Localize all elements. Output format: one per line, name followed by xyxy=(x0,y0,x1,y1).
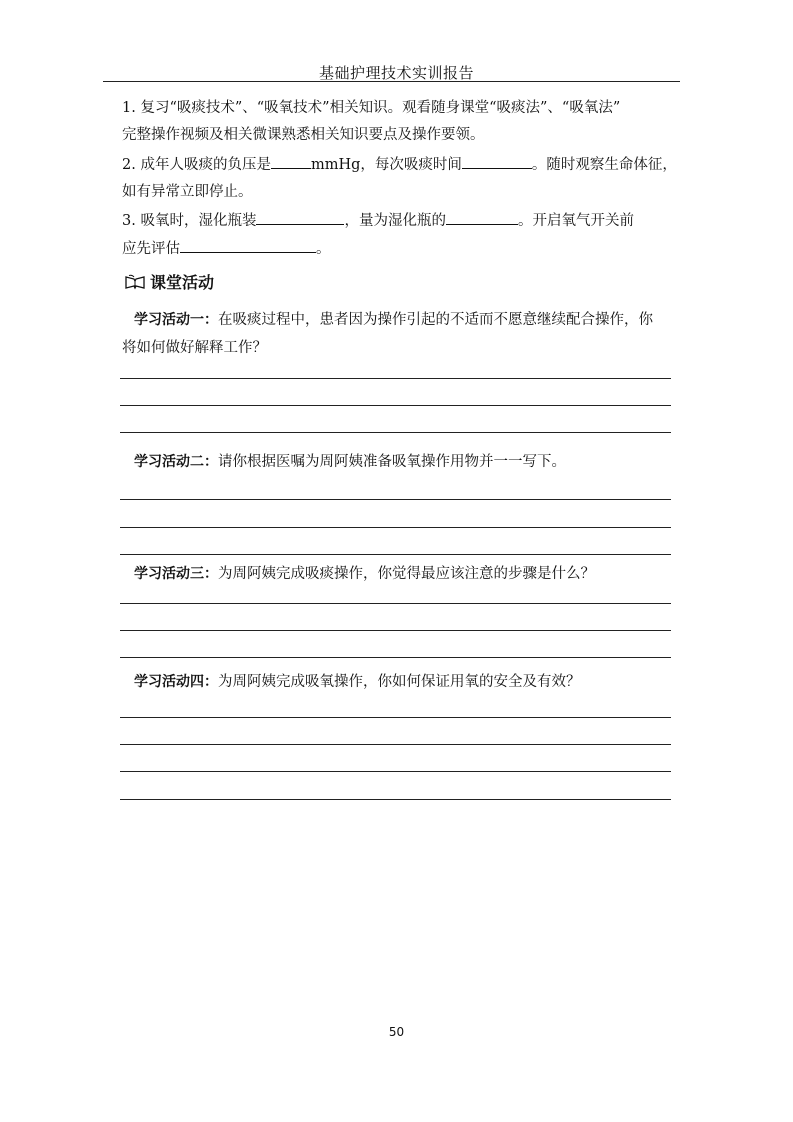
blank-suction-pressure[interactable] xyxy=(271,152,311,169)
activity-3-text: 为周阿姨完成吸痰操作，你觉得最应该注意的步骤是什么？ xyxy=(218,566,595,582)
question-3-text-c: 。开启氧气开关前 xyxy=(517,213,634,229)
activity-1 xyxy=(122,306,678,362)
activity-3 xyxy=(122,560,678,588)
question-3-line-1 xyxy=(122,208,678,234)
activity-1-text: 在吸痰过程中，患者因为操作引起的不适而不愿意继续配合操作，你 xyxy=(218,312,653,328)
answer-line[interactable] xyxy=(120,771,671,772)
question-2-line-2: 如有异常立即停止。 xyxy=(122,184,253,200)
activity-2 xyxy=(122,448,678,476)
question-1-line-1: 1. 复习“吸痰技术”、“吸氧技术”相关知识。观看随身课堂“吸痰法”、“吸氧法” xyxy=(122,100,621,116)
activity-4-label: 学习活动四： xyxy=(134,674,218,690)
question-3-text-d: 应先评估 xyxy=(122,241,180,257)
answer-line[interactable] xyxy=(120,432,671,433)
answer-line[interactable] xyxy=(120,744,671,745)
question-3-text-a: 3. 吸氧时，湿化瓶装 xyxy=(122,213,257,229)
activity-1-text-line-2: 将如何做好解释工作？ xyxy=(122,340,267,356)
answer-line[interactable] xyxy=(120,499,671,500)
answer-line[interactable] xyxy=(120,603,671,604)
answer-line[interactable] xyxy=(120,527,671,528)
answer-line[interactable] xyxy=(120,799,671,800)
question-1-line-2: 完整操作视频及相关微课熟悉相关知识要点及操作要领。 xyxy=(122,127,485,143)
section-title: 课堂活动 xyxy=(150,273,215,292)
answer-line[interactable] xyxy=(120,657,671,658)
question-2-text-c: 。随时观察生命体征， xyxy=(531,157,677,173)
answer-line[interactable] xyxy=(120,378,671,379)
activity-2-text: 请你根据医嘱为周阿姨准备吸氧操作用物并一一写下。 xyxy=(218,454,566,470)
question-3-text-b: ，量为湿化瓶的 xyxy=(344,213,446,229)
page-number: 50 xyxy=(388,1025,405,1039)
book-icon xyxy=(124,274,146,290)
activity-1-label: 学习活动一： xyxy=(134,312,218,328)
answer-line[interactable] xyxy=(120,405,671,406)
answer-line[interactable] xyxy=(120,554,671,555)
question-3-line-2 xyxy=(122,236,678,262)
blank-humidifier-content[interactable] xyxy=(256,208,344,225)
section-heading-classroom-activity xyxy=(124,270,214,293)
question-2-line-1 xyxy=(122,152,678,178)
page-header-title: 基础护理技术实训报告 xyxy=(318,64,474,82)
question-2-text-a: 2. 成年人吸痰的负压是 xyxy=(122,157,271,173)
header-divider xyxy=(103,81,680,82)
activity-4-text: 为周阿姨完成吸氧操作，你如何保证用氧的安全及有效？ xyxy=(218,674,581,690)
activity-4 xyxy=(122,668,678,696)
blank-suction-time[interactable] xyxy=(462,152,532,169)
answer-line[interactable] xyxy=(120,630,671,631)
activity-3-label: 学习活动三： xyxy=(134,566,218,582)
question-3-text-e: 。 xyxy=(316,241,331,257)
answer-line[interactable] xyxy=(120,717,671,718)
question-2-text-b: mmHg，每次吸痰时间 xyxy=(310,157,462,173)
blank-humidifier-volume[interactable] xyxy=(446,208,518,225)
activity-2-label: 学习活动二： xyxy=(134,454,218,470)
blank-assess-before-oxygen[interactable] xyxy=(180,236,316,253)
